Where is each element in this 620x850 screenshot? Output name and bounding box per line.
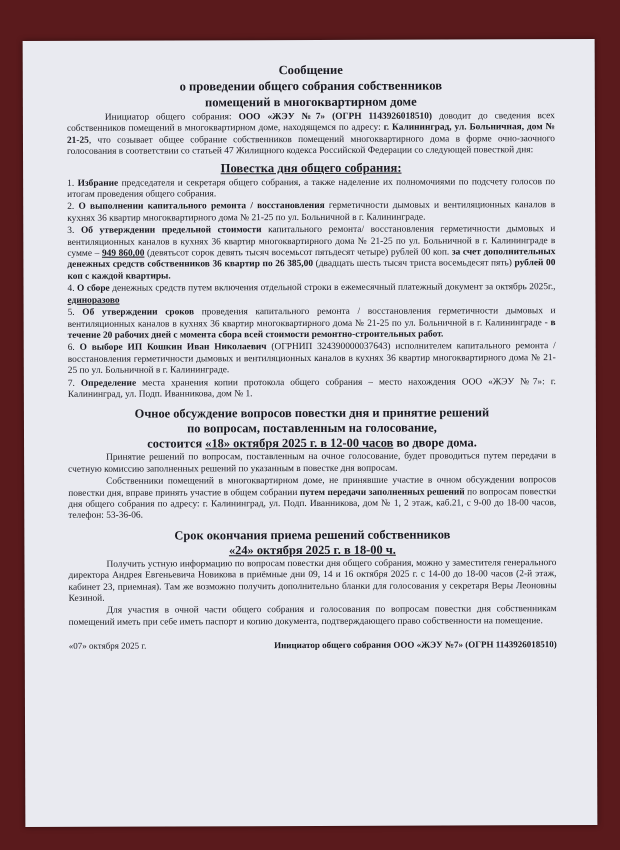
agenda-item-5: 5. Об утверждении сроков проведения капитального ремонта / восстановления герметичности дымовых и вентиляционных каналов в кухнях 36 квартир многоквартирного дома № 21-25 по ул. Больничной в г. Калининграде - в течение 20 рабочих дней с момента сбора всей стоимости ремонтно-строительных работ. (67, 306, 556, 341)
house-address: г. Калининград, ул. Больничная, дом № 21-25 (66, 122, 555, 146)
title-line-2: о проведении общего собрания собственников (179, 78, 443, 94)
deadline-heading: Срок окончания приема решений собственников «24» октября 2025 г. в 18-00 ч. (68, 527, 556, 559)
intro-text-3: , что созывает общее собрание собственников помещений многоквартирного дома в форме очно-заочного голосования в соответствии со статьей 47 Жилищного кодекса Российской Федерации со следующей повесткой дня: (67, 133, 555, 158)
agenda-item-3: 3. Об утверждении предельной стоимости капитального ремонта/ восстановления герметичности дымовых и вентиляционных каналов в кухнях 36 квартир многоквартирного дома № 21-25 по ул. Больничной в г. Калининграде в сумме – 949 860,00 (девятьсот сорок девять тысяч восемьсот пятьдесят четыре) рублей 00 коп. за счет дополнительных денежных средств собственников 36 квартир по 26 385,00 (двадцать шесть тысяч триста восемьдесят пять) рублей 00 коп с каждой квартиры. (67, 224, 556, 282)
intro-paragraph (67, 111, 555, 158)
deadline-date: «24» октября 2025 г. в 18-00 ч. (228, 542, 396, 558)
agenda-item-4: 4. О сборе денежных средств путем включения отдельной строки в ежемесячный платежный документ за октябрь 2025г., единоразово (67, 282, 556, 306)
intro-text-1: Инициатор общего собрания: (104, 112, 239, 123)
agenda-item-7: 7. Определение места хранения копии протокола общего собрания – место нахождения ООО «ЖЭУ №7»: г. Калининград, ул. Подп. Иванникова, дом № 1. (67, 376, 556, 400)
notice-footer (69, 639, 557, 651)
agenda-item-6: 6. О выборе ИП Кошкин Иван Николаевич (ОГРНИП 324390000037643) исполнителем капитального ремонта / восстановления герметичности дымовых и вентиляционных каналов в кухнях 36 квартир многоквартирного дома № 21-25 по ул. Больничной в г. Калининграде. (67, 341, 556, 376)
deadline-paragraph-2: Для участия в очной части общего собрания и голосования по вопросам повестки дня собственникам помещений иметь при себе иметь паспорт и копию документа, подтверждающего право собственности на помещение. (68, 604, 557, 628)
meeting-paragraph-1: Принятие решений по вопросам, поставленным на очное голосование, будет проводиться путем передачи в счетную комиссию заполненных решений по указанным в повестке дня вопросам. (68, 451, 557, 475)
title-line-3: помещений в многоквартирном доме (204, 94, 417, 110)
meeting-date: «18» октября 2025 г. в 12-00 часов (205, 436, 394, 451)
initiator-name: ООО «ЖЭУ №7» (ОГРН 1143926018510) (238, 111, 433, 123)
meeting-heading: Очное обсуждение вопросов повестки дня и принятие решений по вопросам, поставленным на голосование, состоится «18» октября 2025 г. в 12-00 часов во дворе дома. (134, 405, 490, 451)
notice-title (67, 61, 555, 111)
intro-text-2: доводит до сведения всех собственников помещений в многоквартирном доме, находящемся по адресу: (66, 111, 555, 135)
meeting-paragraph-2: Собственники помещений в многоквартирном доме, не принявшие участие в очном обсуждении вопросов повестки дня, вправе принять участие в общем собрании путем передачи заполненных решений по вопросам повестки дня общего собрания по адресу: г. Калининград, ул. Подп. Иванникова, дом № 1, 2 этаж, каб.21, с 9-00 до 18-00 часов, телефон: 53-36-06. (68, 475, 557, 522)
notice-paper (23, 39, 598, 827)
notice-date: «07» октября 2025 г. (68, 640, 147, 652)
title-line-1: Сообщение (278, 62, 343, 78)
deadline-paragraph-1: Получить устную информацию по вопросам повестки дня общего собрания, можно у заместителя генерального директора Андрея Евгеньевича Новикова в приёмные дни 09, 14 и 16 октября 2025 г. с 14-00 до 18-00 часов (2-й этаж, кабинет 23, приемная). Там же возможно получить дополнительно бланки для голосования у секретаря Веры Леоновны Кезиной. (68, 557, 557, 604)
footer-initiator: Инициатор общего собрания ООО «ЖЭУ №7» (ОГРН 1143926018510) (274, 639, 557, 651)
agenda-heading: Повестка дня общего собрания: (220, 160, 402, 175)
repair-sum: 949 860,00 (101, 248, 145, 259)
agenda-item-1: 1. Избрание председателя и секретаря общего собрания, а также наделение их полномочиями по подсчету голосов по итогам проведения общего собрания. (67, 176, 556, 200)
agenda-item-2: 2. О выполнении капитального ремонта / восстановления герметичности дымовых и вентиляционных каналов в кухнях 36 квартир многоквартирного дома № 21-25 по ул. Больничной в г. Калининграде. (67, 200, 556, 224)
